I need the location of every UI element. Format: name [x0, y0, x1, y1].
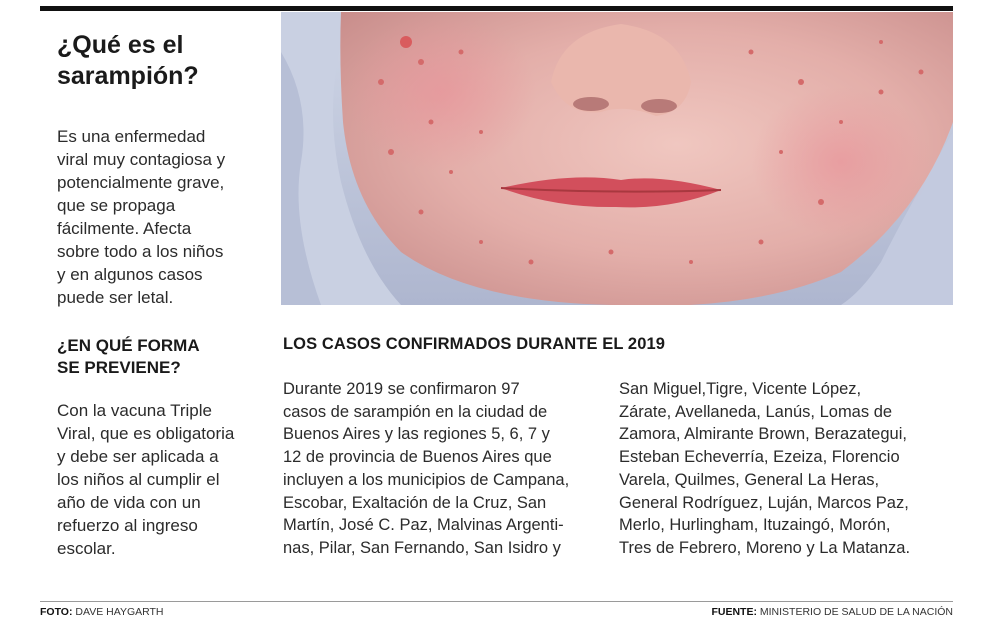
cases-column-1: Durante 2019 se confirmaron 97 casos de sarampión en la ciudad de Buenos Aires y las regiones 5, 6, 7 y 12 de provincia de Buenos Aires que incluyen a los municipios de Campana, Escobar, Exaltación de la Cruz, San Martín, José C. Paz, Malvinas Argenti- nas, Pilar, San Fernando, San Isidro y	[283, 380, 570, 557]
prevention-text: Con la vacuna Triple Viral, que es obligatoria y debe ser aplicada a los niños al cumplir el año de vida con un refuerzo al ingreso escolar.	[57, 401, 235, 558]
left-column	[57, 30, 272, 560]
intro-text: Es una enfermedad viral muy contagiosa y potencialmente grave, que se propaga fácilmente. Afecta sobre todo a los niños y en algunos casos puede ser letal.	[57, 127, 226, 307]
source-credit-label: FUENTE:	[711, 606, 757, 618]
photo-credit	[40, 606, 164, 619]
source-credit-value: MINISTERIO DE SALUD DE LA NACIÓN	[759, 606, 953, 618]
bottom-rule	[40, 601, 953, 602]
child-face-image	[281, 12, 953, 305]
photo-credit-value: DAVE HAYGARTH	[75, 606, 164, 618]
cases-heading: LOS CASOS CONFIRMADOS DURANTE EL 2019	[283, 335, 666, 353]
prevention-heading: ¿EN QUÉ FORMA SE PREVIENE?	[57, 336, 200, 377]
cases-column-2: San Miguel,Tigre, Vicente López, Zárate, Avellaneda, Lanús, Lomas de Zamora, Almirante Brown, Berazategui, Esteban Echeverría, Ezeiza, Florencio Varela, Quilmes, General La Heras, General Rodríguez, Luján, Marcos Paz, Merlo, Hurlingham, Ituzaingó, Morón, Tres de Febrero, Moreno y La Matanza.	[619, 380, 911, 557]
main-title: ¿Qué es el sarampión?	[57, 31, 199, 90]
top-rule	[40, 6, 953, 11]
source-credit	[711, 606, 953, 619]
photo-credit-label: FOTO:	[40, 606, 73, 618]
measles-child-photo	[281, 12, 953, 305]
